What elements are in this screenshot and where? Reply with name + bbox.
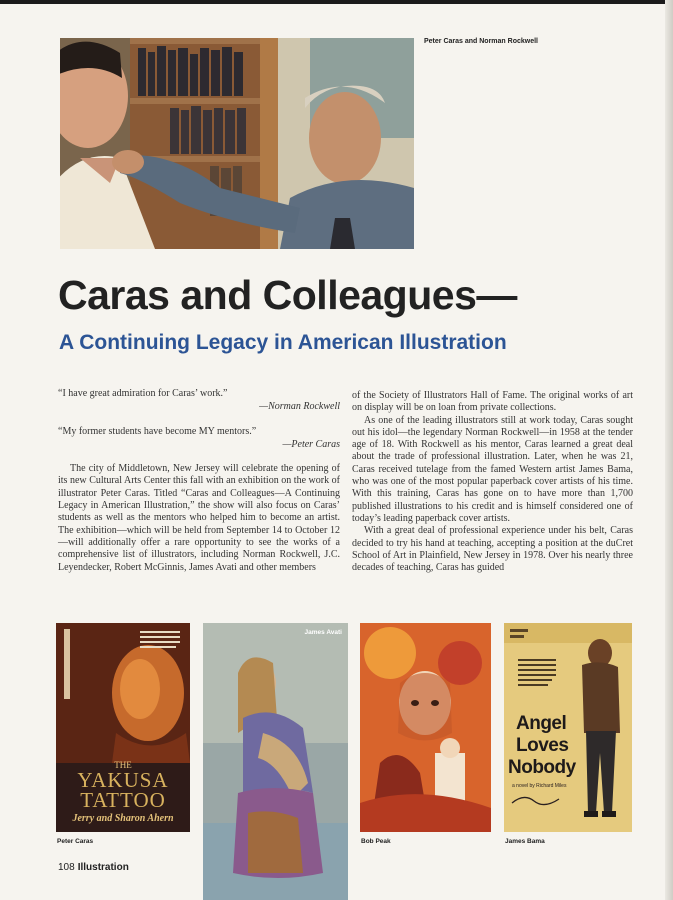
page-edge-shadow — [665, 0, 673, 900]
top-rule — [0, 0, 673, 4]
magazine-name: Illustration — [77, 862, 129, 873]
cover-artist-label: James Avati — [304, 629, 342, 636]
body-paragraph: The city of Middletown, New Jersey will celebrate the opening of its new Cultural Arts Center this fall with an exhibition on the work of illustrator Peter Caras. Titled “Caras and Colleagues—A Continuing Legacy in American Illustration,” the show will also focus on Caras’ students as well as the mentors who helped him to become an artist. The exhibition—which will be held from September 14 to October 12—will additionally offer a rare opportunity to see the works of a comprehensive list of illustrators, including Norman Rockwell, J.C. Leyendecker, Robert McGinnis, James Avati and other members — [58, 463, 340, 573]
article-title: Caras and Colleagues— — [58, 272, 517, 318]
painting-avati — [203, 623, 348, 900]
cover-title-line: Nobody — [508, 757, 576, 778]
text-column-left — [58, 388, 340, 574]
pull-quote: “I have great admiration for Caras’ work.” — [58, 388, 228, 399]
artwork-bob-peak — [360, 623, 491, 832]
quote-attribution: —Norman Rockwell — [259, 401, 340, 413]
page-number: 108 — [58, 862, 75, 873]
page-folio — [58, 862, 129, 873]
cover-title-line: Angel — [516, 713, 567, 734]
body-paragraph: of the Society of Illustrators Hall of Fame. The original works of art on display will be on loan from private collections. — [352, 390, 633, 414]
cover-caption: James Bama — [505, 838, 545, 845]
cover-byline: a novel by Richard Miles — [512, 783, 567, 789]
book-cover-yakusa-tattoo — [56, 623, 190, 832]
cover-authors: Jerry and Sharon Ahern — [72, 813, 174, 824]
cover-title-line: THE — [114, 760, 132, 770]
book-cover-angel-loves-nobody — [504, 623, 632, 832]
cover-title-line: Loves — [516, 735, 569, 756]
text-column-right — [352, 390, 633, 574]
cover-caption: Bob Peak — [361, 838, 391, 845]
body-paragraph: With a great deal of professional experience under his belt, Caras decided to try his hand at teaching, accepting a position at the duCret School of Art in Plainfield, New Jersey in 1978. Over his nearly three decades of teaching, Caras has guided — [352, 525, 633, 574]
body-paragraph: As one of the leading illustrators still at work today, Caras sought out his idol—the legendary Norman Rockwell—in 1958 at the tender age of 18. With Rockwell as his mentor, Caras learned a great deal about the trade of professional illustration. Later, when he was 21, Caras received tutelage from the famed Western artist James Bama, who was one of the most popular paperback cover artists of his time. With this training, Caras has gone on to have more than 1,700 published illustrations to his credit and is himself considered one of today’s leading paperback cover artists. — [352, 414, 633, 524]
quote-attribution: —Peter Caras — [282, 438, 340, 450]
cover-title-line: YAKUSA — [77, 768, 169, 792]
cover-caption: Peter Caras — [57, 838, 94, 845]
article-subtitle: A Continuing Legacy in American Illustration — [59, 331, 507, 354]
hero-caption: Peter Caras and Norman Rockwell — [424, 38, 538, 45]
hero-photo — [60, 38, 414, 249]
pull-quote: “My former students have become MY mentors.” — [58, 425, 257, 437]
cover-title-line: TATTOO — [80, 788, 166, 812]
